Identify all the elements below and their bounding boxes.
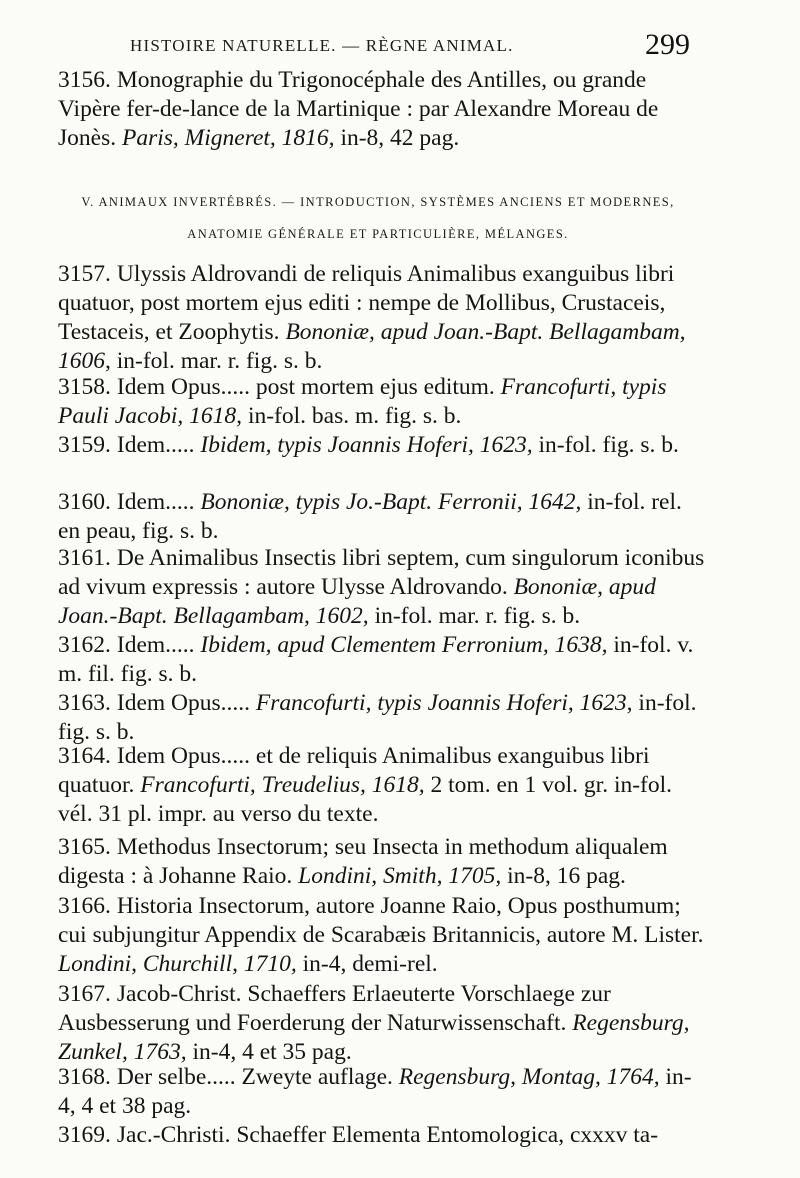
page-number: 299 [645, 28, 690, 61]
entry-format: in-fol. v. m. fil. fig. s. b. [58, 632, 694, 687]
entry-number: 3158. [58, 374, 111, 400]
entry-format: in-fol. mar. r. fig. s. b. [116, 348, 323, 374]
entry-imprint: Bononiæ, apud Joan.-Bapt. Bellagambam, 1606, [58, 319, 686, 374]
entry-text: Idem Opus..... [116, 690, 251, 716]
section-heading-line-2: ANATOMIE GÉNÉRALE ET PARTICULIÈRE, MÉLANGES. [187, 227, 569, 241]
entry-imprint: Londini, Churchill, 1710, [58, 951, 297, 977]
entry-imprint: Regensburg, Zunkel, 1763, [58, 1010, 690, 1065]
entry-imprint: Francofurti, typis Pauli Jacobi, 1618, [58, 374, 667, 429]
entry-number: 3165. [58, 834, 111, 860]
entry-text: Jacob-Christ. Schaeffers Erlaeuterte Vorschlaege zur Ausbesserung und Foerderung der Naturwissenschaft. [58, 981, 611, 1036]
entry-3169 [58, 1121, 708, 1150]
entry-3165 [58, 833, 708, 891]
entry-text: Monographie du Trigonocéphale des Antilles, ou grande Vipère fer-de-lance de la Martinique : par Alexandre Moreau de Jonès. [58, 67, 659, 151]
entry-text: Idem..... [116, 432, 195, 458]
entry-imprint: Londini, Smith, 1705, [298, 863, 502, 889]
entry-text: Idem Opus..... et de reliquis Animalibus exanguibus libri quatuor. [58, 743, 650, 798]
entry-number: 3160. [58, 489, 111, 515]
entry-imprint: Ibidem, apud Clementem Ferronium, 1638, [200, 632, 608, 658]
entry-3168 [58, 1063, 708, 1121]
entry-3166 [58, 892, 708, 979]
entry-imprint: Regensburg, Montag, 1764, [398, 1064, 660, 1090]
entry-format: in-4, 4 et 38 pag. [58, 1064, 692, 1119]
entry-3159 [58, 431, 708, 460]
entry-3164 [58, 742, 708, 829]
entry-format: in-8, 16 pag. [507, 863, 626, 889]
entry-number: 3161. [58, 545, 111, 571]
entry-imprint: Bononiæ, typis Jo.-Bapt. Ferronii, 1642, [200, 489, 582, 515]
entry-3156 [58, 66, 708, 153]
entry-3158 [58, 373, 708, 431]
entry-text: Methodus Insectorum; seu Insecta in methodum aliqualem digesta : à Johanne Raio. [58, 834, 668, 889]
entry-imprint: Francofurti, Treudelius, 1618, [140, 772, 425, 798]
entry-number: 3168. [58, 1064, 111, 1090]
entry-3157 [58, 260, 708, 376]
entry-number: 3163. [58, 690, 111, 716]
entry-format: in-4, 4 et 35 pag. [192, 1039, 352, 1065]
entry-text: Historia Insectorum, autore Joanne Raio, Opus posthumum; cui subjungitur Appendix de Scarabæis Britannicis, autore M. Lister. [58, 893, 704, 948]
entry-text: Ulyssis Aldrovandi de reliquis Animalibus exanguibus libri quatuor, post mortem ejus editi : nempe de Mollibus, Crustaceis, Testaceis, et Zoophytis. [58, 261, 675, 345]
entry-format: 2 tom. en 1 vol. gr. in-fol. vél. 31 pl. impr. au verso du texte. [58, 772, 673, 827]
running-title: HISTOIRE NATURELLE. — RÈGNE ANIMAL. [130, 36, 514, 55]
entry-imprint: Ibidem, typis Joannis Hoferi, 1623, [200, 432, 533, 458]
entry-format: in-fol. mar. r. fig. s. b. [374, 603, 581, 629]
entry-number: 3156. [58, 67, 111, 93]
section-heading [58, 186, 698, 250]
entry-format: in-fol. bas. m. fig. s. b. [247, 403, 462, 429]
entry-3167 [58, 980, 708, 1067]
entry-number: 3167. [58, 981, 111, 1007]
entry-imprint: Bononiæ, apud Joan.-Bapt. Bellagambam, 1602, [58, 574, 656, 629]
entry-text: Jac.-Christi. Schaeffer Elementa Entomologica, cxxxv ta- [116, 1122, 659, 1148]
entry-number: 3159. [58, 432, 111, 458]
entry-format: in-fol. fig. s. b. [58, 690, 697, 745]
entry-3162 [58, 631, 708, 689]
entry-text: Idem..... [116, 489, 195, 515]
section-heading-line-1: V. ANIMAUX INVERTÉBRÉS. — INTRODUCTION, SYSTÈMES ANCIENS ET MODERNES, [81, 195, 675, 209]
entry-3161 [58, 544, 708, 631]
entry-3160 [58, 488, 708, 546]
entry-imprint: Francofurti, typis Joannis Hoferi, 1623, [255, 690, 633, 716]
entry-format: in-4, demi-rel. [302, 951, 438, 977]
entry-number: 3169. [58, 1122, 111, 1148]
entry-text: Idem..... [116, 632, 195, 658]
running-head [130, 28, 690, 64]
entry-number: 3162. [58, 632, 111, 658]
entry-number: 3157. [58, 261, 111, 287]
entry-text: Idem Opus..... post mortem ejus editum. [116, 374, 495, 400]
entry-number: 3164. [58, 743, 111, 769]
entry-text: De Animalibus Insectis libri septem, cum singulorum iconibus ad vivum expressis : autore Ulysse Aldrovando. [58, 545, 705, 600]
entry-format: in-fol. fig. s. b. [538, 432, 679, 458]
entry-number: 3166. [58, 893, 111, 919]
entry-imprint: Paris, Migneret, 1816, [121, 125, 335, 151]
entry-format: in-8, 42 pag. [340, 125, 460, 151]
entry-text: Der selbe..... Zweyte auflage. [116, 1064, 393, 1090]
entry-format: in-fol. rel. en peau, fig. s. b. [58, 489, 682, 544]
entry-3163 [58, 689, 708, 747]
